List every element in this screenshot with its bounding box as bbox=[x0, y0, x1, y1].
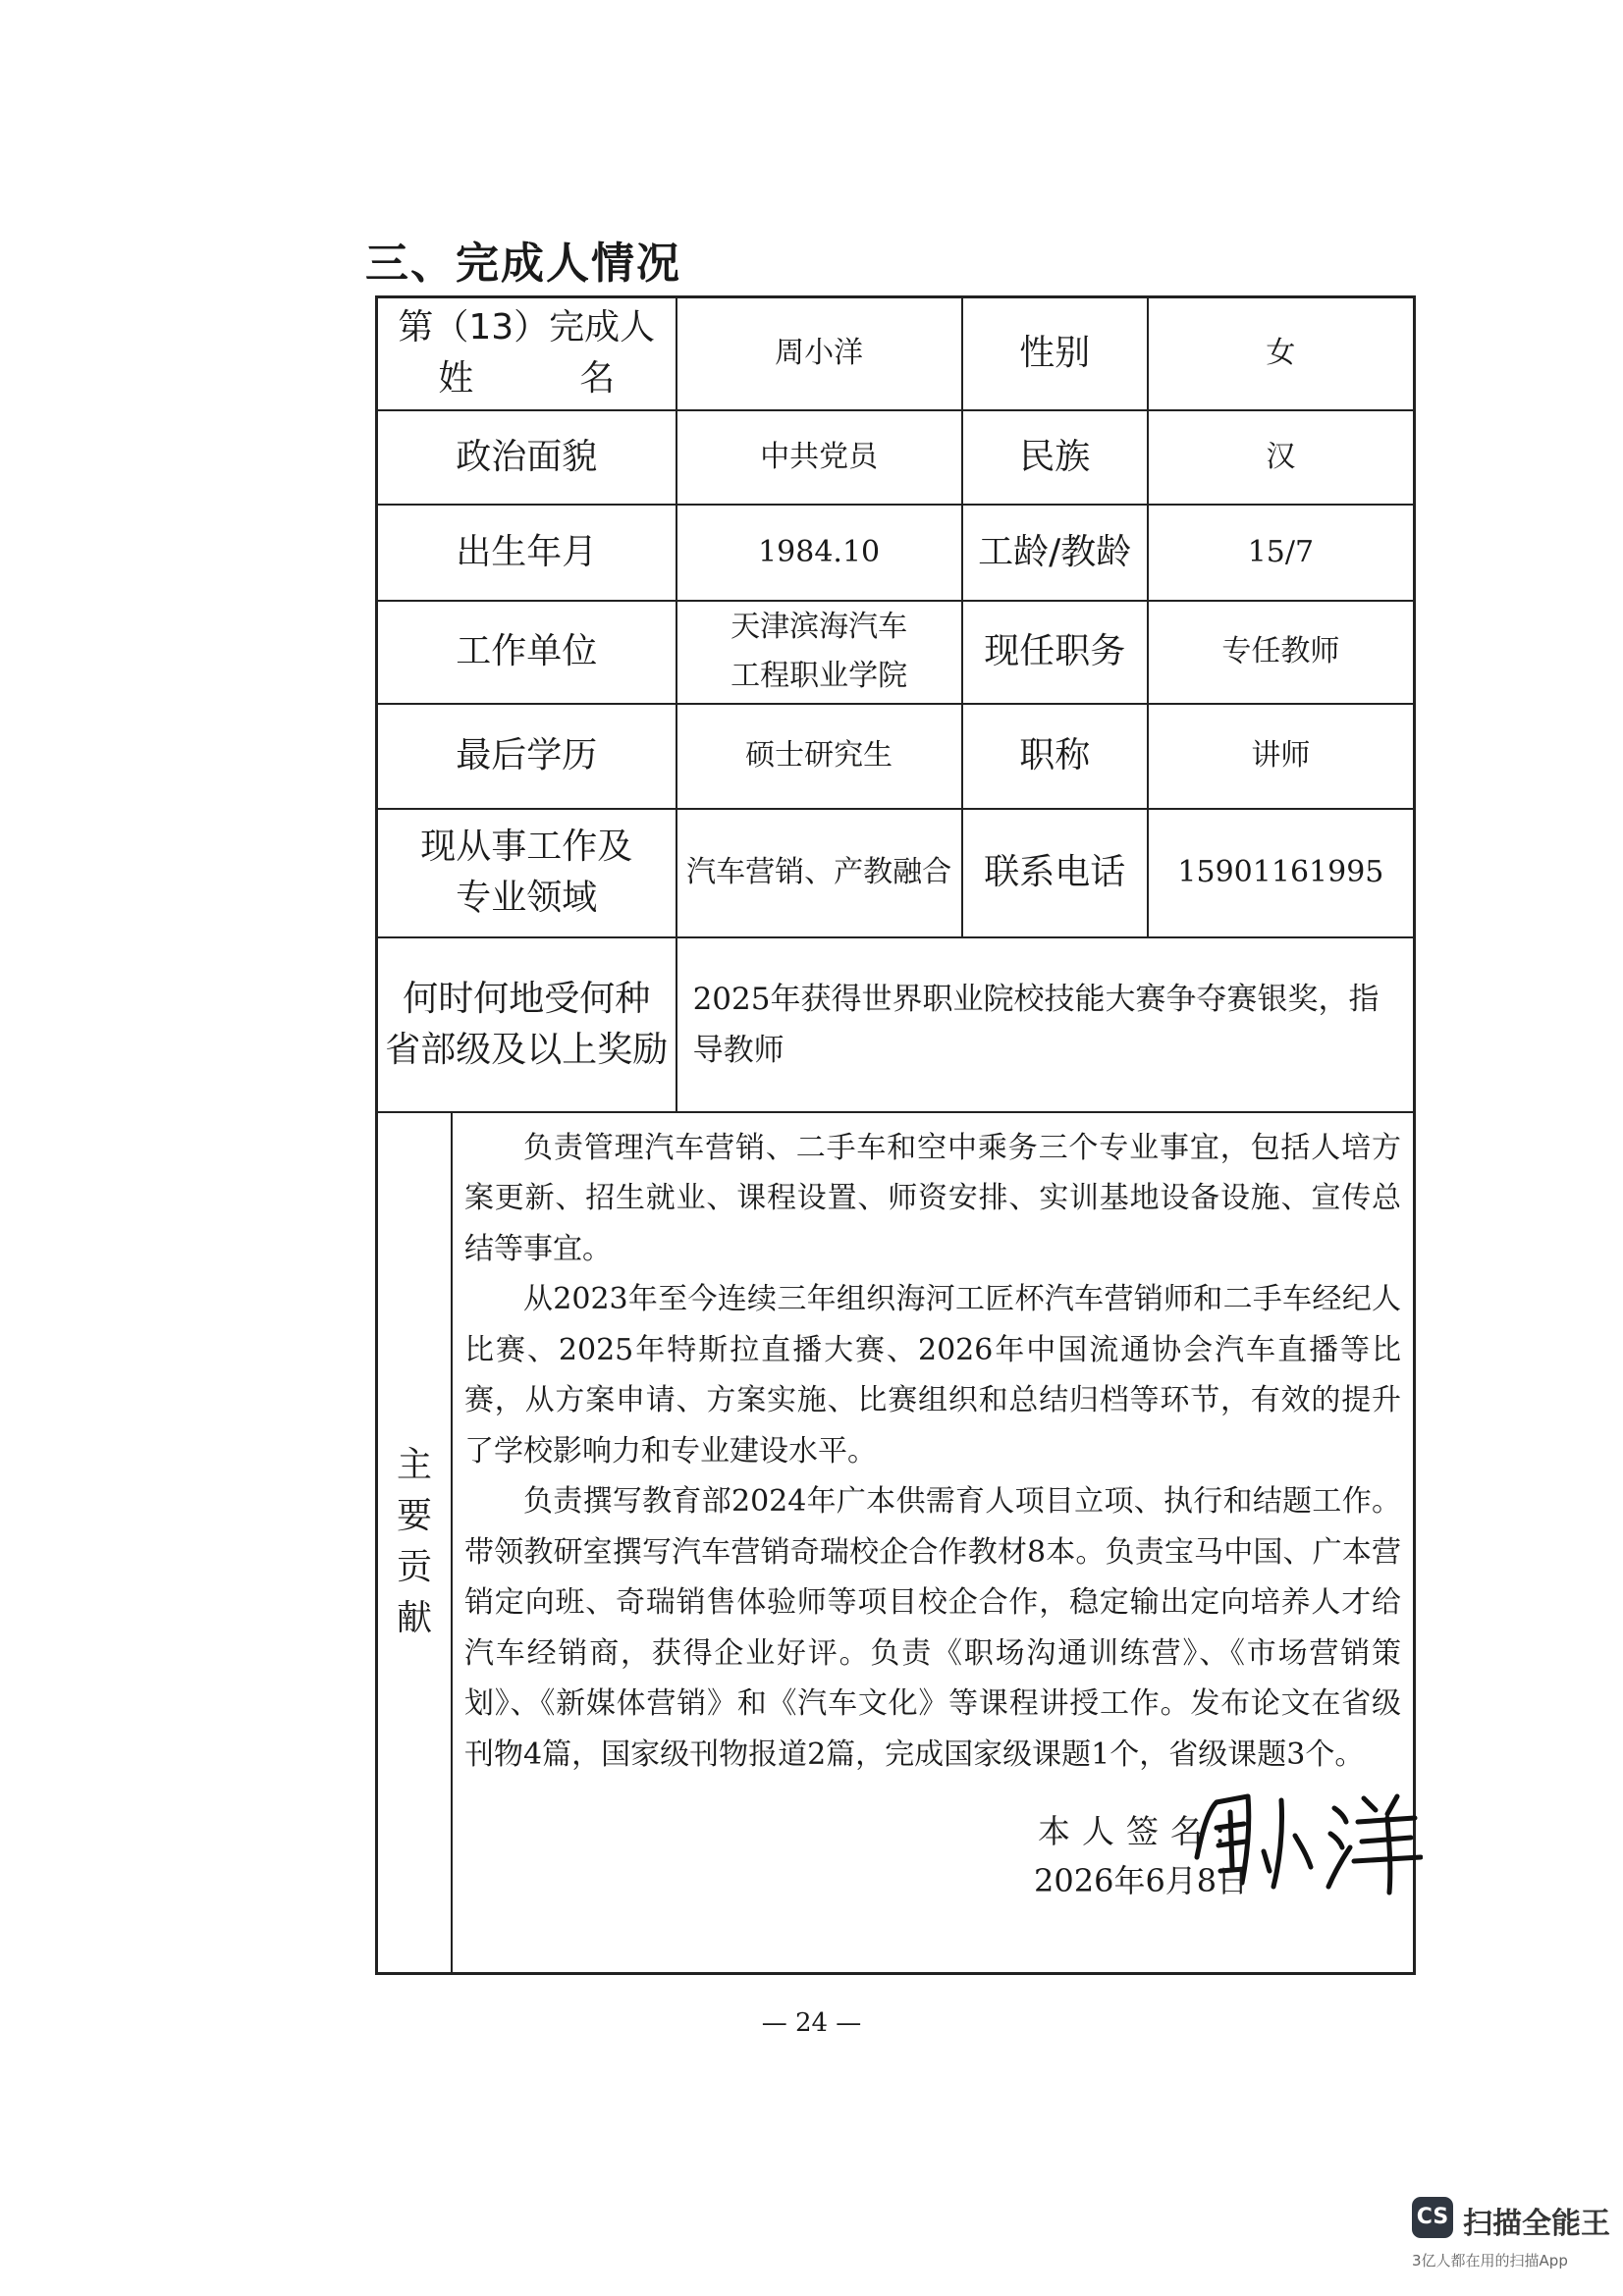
employer-value-line2: 工程职业学院 bbox=[730, 659, 908, 693]
table-row bbox=[377, 937, 1415, 1112]
education-label: 最后学历 bbox=[377, 704, 676, 809]
gender-label: 性别 bbox=[962, 297, 1148, 410]
section-title: 三、完成人情况 bbox=[365, 239, 681, 289]
contribution-label-char: 要 bbox=[396, 1496, 432, 1537]
contribution-label-char: 献 bbox=[396, 1598, 432, 1639]
table-row bbox=[377, 809, 1415, 937]
name-label: 姓 名 bbox=[438, 358, 616, 400]
position-label: 现任职务 bbox=[962, 601, 1148, 704]
awards-label-line2: 省部级及以上奖励 bbox=[385, 1029, 669, 1070]
political-status-value: 中共党员 bbox=[676, 410, 962, 505]
contribution-inner bbox=[378, 1113, 1413, 1973]
completer-info-table bbox=[375, 295, 1416, 1975]
awards-label-line1: 何时何地受何种 bbox=[403, 978, 651, 1019]
work-years-label: 工龄/教龄 bbox=[962, 505, 1148, 601]
birth-date-value: 1984.10 bbox=[676, 505, 962, 601]
contribution-paragraph: 负责撰写教育部2024年广本供需育人项目立项、执行和结题工作。带领教研室撰写汽车营销奇瑞校企合作教材8本。负责宝马中国、广本营销定向班、奇瑞销售体验师等项目校企合作，稳定输出定向培养人才给汽车经销商，获得企业好评。负责《职场沟通训练营》、《市场营销策划》、《新媒体营销》和《汽车文化》等课程讲授工作。发布论文在省级刊物4篇，国家级刊物报道2篇，完成国家级课题1个，省级课题3个。 bbox=[464, 1484, 1401, 1772]
name-label-cell bbox=[377, 297, 676, 410]
contribution-label-char: 主 bbox=[396, 1445, 432, 1486]
table-row bbox=[377, 704, 1415, 809]
phone-label: 联系电话 bbox=[962, 809, 1148, 937]
title-value: 讲师 bbox=[1148, 704, 1415, 809]
contribution-label bbox=[378, 1113, 452, 1973]
employer-value-line1: 天津滨海汽车 bbox=[730, 610, 908, 644]
signature-label: 本人签名: bbox=[1038, 1811, 1238, 1850]
work-years-value: 15/7 bbox=[1148, 505, 1415, 601]
phone-value: 15901161995 bbox=[1148, 809, 1415, 937]
field-label-line1: 现从事工作及 bbox=[420, 827, 633, 867]
awards-label-cell bbox=[377, 937, 676, 1112]
position-value: 专任教师 bbox=[1148, 601, 1415, 704]
watermark-tagline: 3亿人都在用的扫描App bbox=[1412, 2252, 1568, 2269]
ethnicity-value: 汉 bbox=[1148, 410, 1415, 505]
camscanner-logo-icon: CS bbox=[1412, 2197, 1453, 2238]
table-row bbox=[377, 1112, 1415, 1974]
field-label-line2: 专业领域 bbox=[456, 878, 598, 918]
employer-label: 工作单位 bbox=[377, 601, 676, 704]
employer-value-cell bbox=[676, 601, 962, 704]
education-value: 硕士研究生 bbox=[676, 704, 962, 809]
ethnicity-label: 民族 bbox=[962, 410, 1148, 505]
birth-date-label: 出生年月 bbox=[377, 505, 676, 601]
contribution-paragraph: 从2023年至今连续三年组织海河工匠杯汽车营销师和二手车经纪人比赛、2025年特斯拉直播大赛、2026年中国流通协会汽车直播等比赛，从方案申请、方案实施、比赛组织和总结归档等环节，有效的提升了学校影响力和专业建设水平。 bbox=[464, 1282, 1401, 1468]
completer-order-label: 第（13）完成人 bbox=[398, 307, 656, 348]
political-status-label: 政治面貌 bbox=[377, 410, 676, 505]
contribution-content bbox=[452, 1113, 1413, 1973]
page-number: — 24 — bbox=[761, 2008, 862, 2038]
field-value: 汽车营销、产教融合 bbox=[676, 809, 962, 937]
contribution-paragraph: 负责管理汽车营销、二手车和空中乘务三个专业事宜，包括人培方案更新、招生就业、课程设置、师资安排、实训基地设备设施、宣传总结等事宜。 bbox=[464, 1130, 1401, 1266]
watermark-app-name: 扫描全能王 bbox=[1463, 2207, 1610, 2241]
table-row bbox=[377, 297, 1415, 410]
table-row bbox=[377, 601, 1415, 704]
field-label-cell bbox=[377, 809, 676, 937]
title-label: 职称 bbox=[962, 704, 1148, 809]
contribution-label-char: 贡 bbox=[396, 1547, 432, 1588]
awards-value: 2025年获得世界职业院校技能大赛争夺赛银奖，指导教师 bbox=[676, 937, 1415, 1112]
signature-date: 2026年6月8日 bbox=[1034, 1861, 1249, 1899]
contribution-row-cell bbox=[377, 1112, 1415, 1974]
gender-value: 女 bbox=[1148, 297, 1415, 410]
name-value: 周小洋 bbox=[676, 297, 962, 410]
table-row bbox=[377, 505, 1415, 601]
table-row bbox=[377, 410, 1415, 505]
